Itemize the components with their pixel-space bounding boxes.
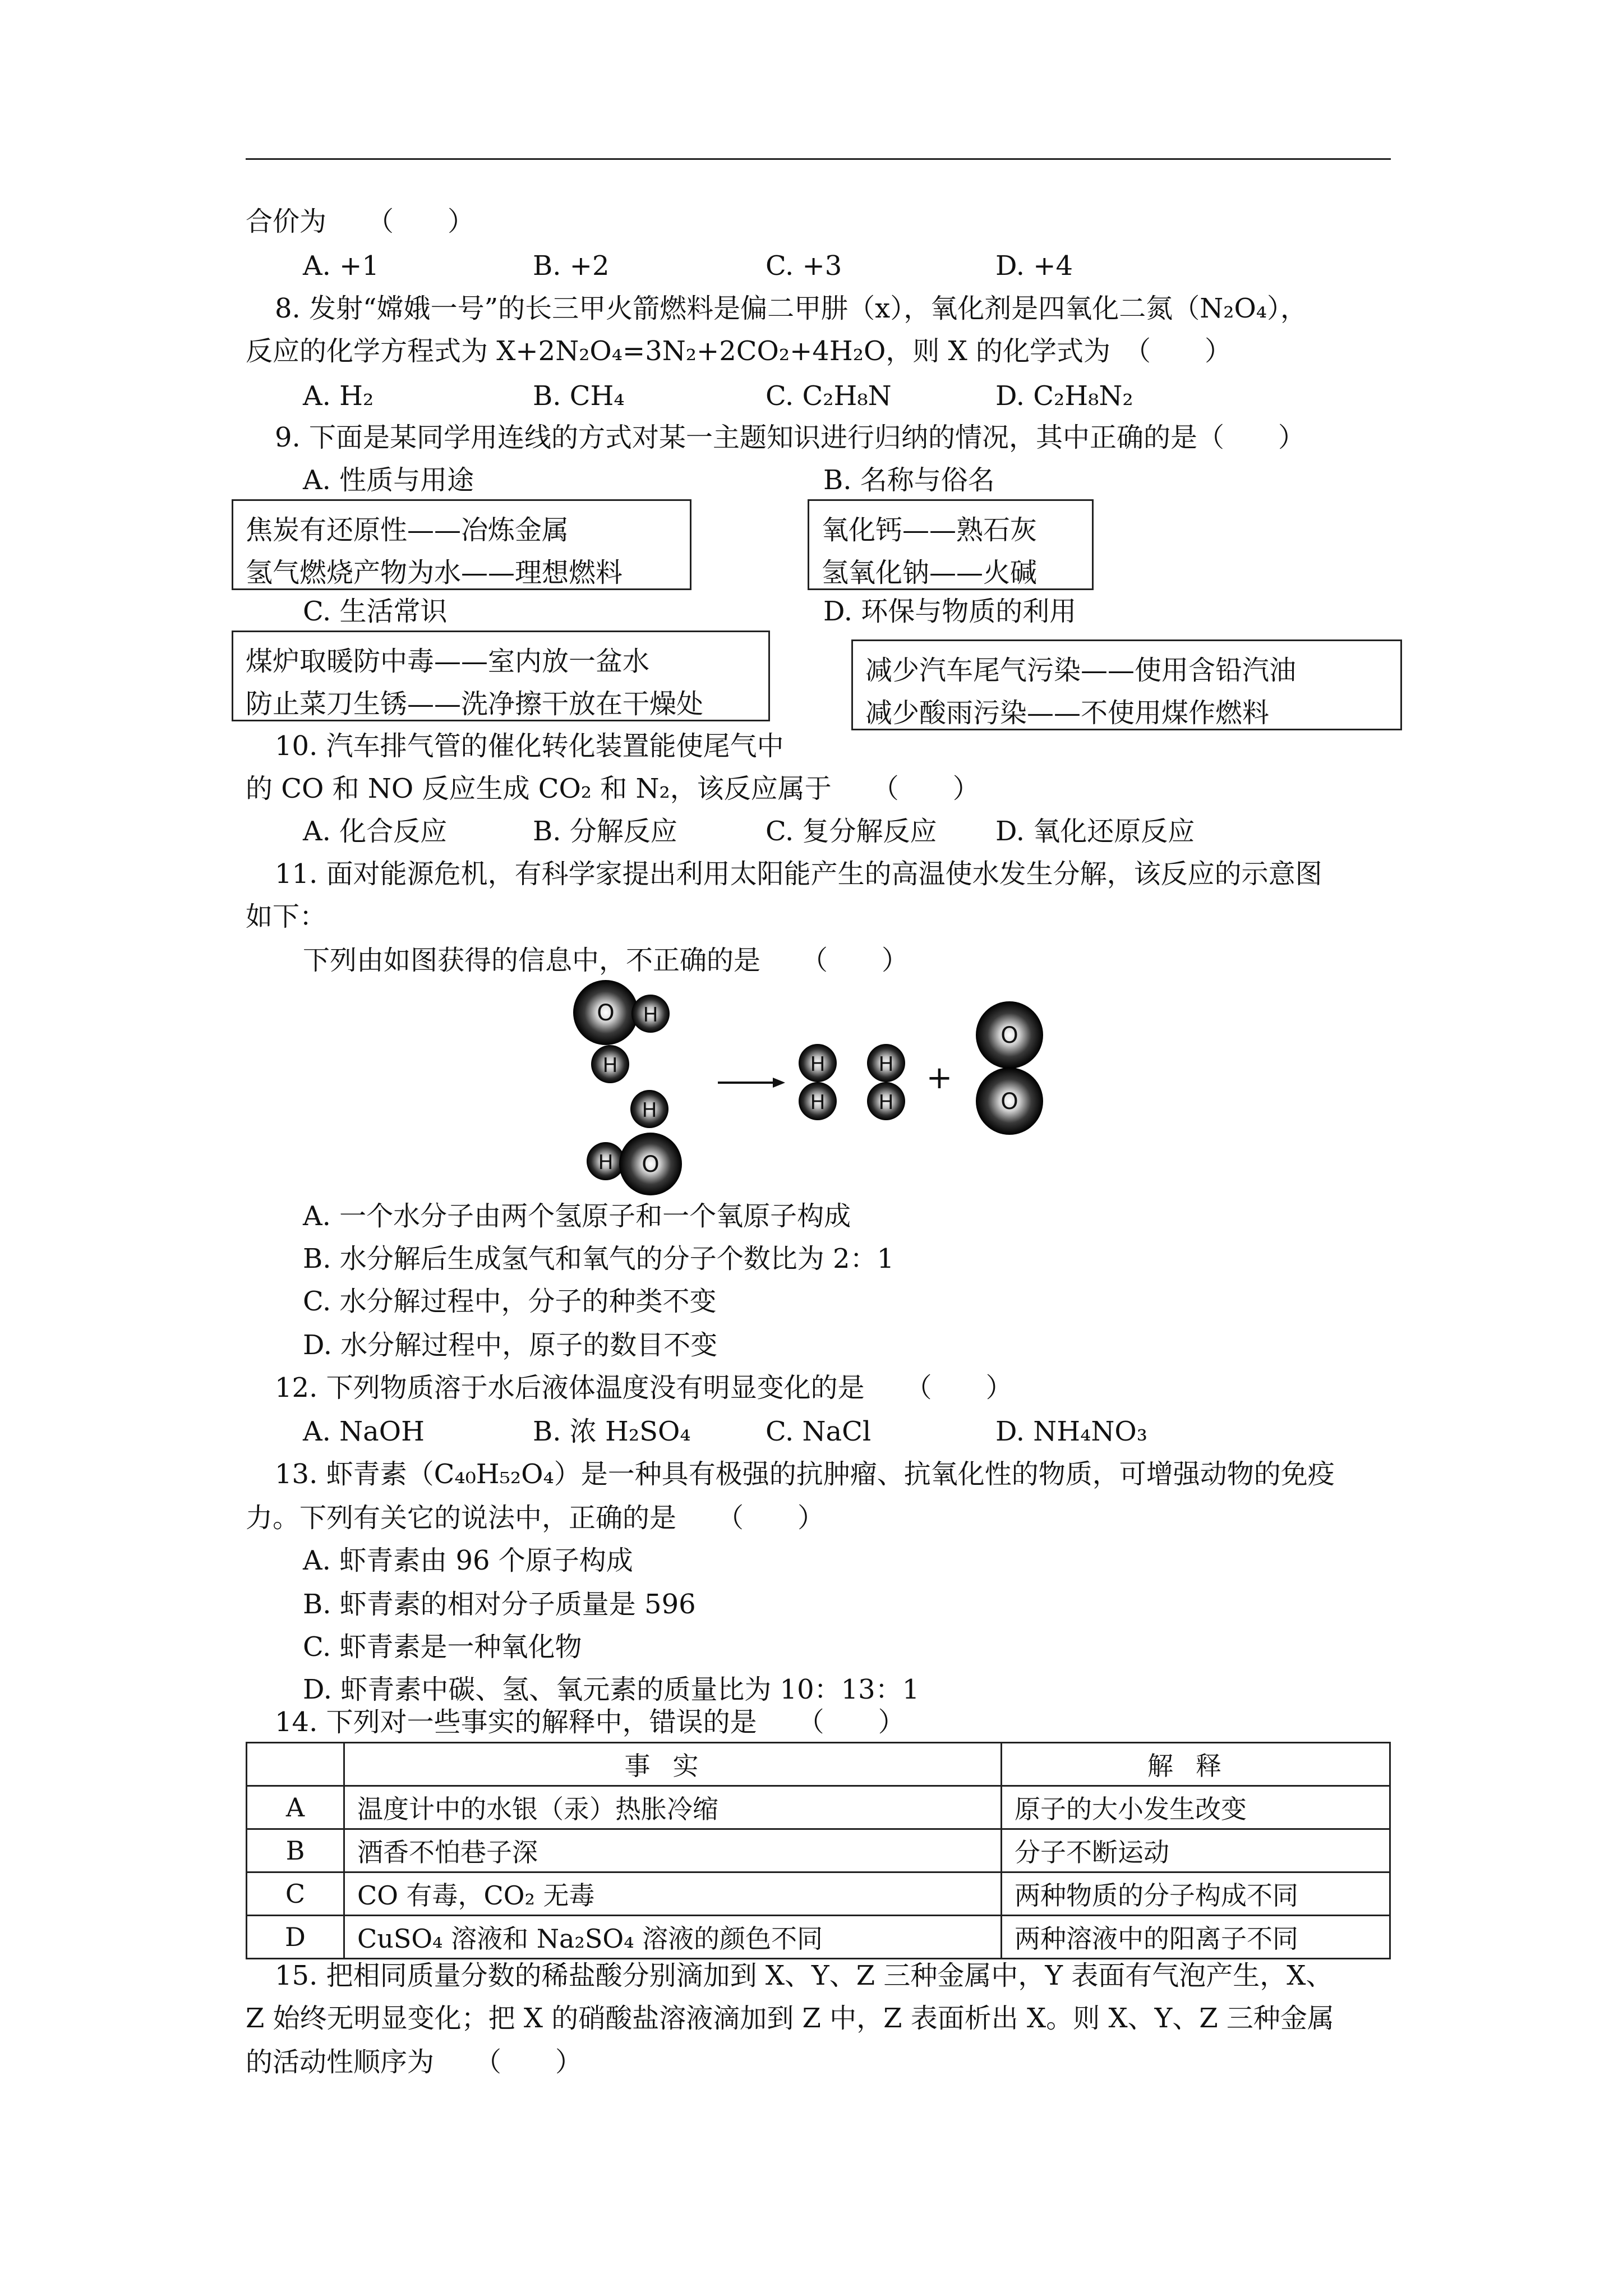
q8-option-b: B. CH₄ xyxy=(533,380,625,412)
hydrogen-molecule-1 xyxy=(799,1044,837,1120)
q11-line2: 如下： xyxy=(246,901,327,932)
q9-d-line2: 减少酸雨污染——不使用煤作燃料 xyxy=(865,697,1270,729)
row-key: C xyxy=(247,1872,344,1916)
q15-line3: 的活动性顺序为 （ ） xyxy=(246,2046,583,2078)
q12-option-d: D. NH₄NO₃ xyxy=(995,1416,1147,1447)
row-fact: 酒香不怕巷子深 xyxy=(344,1829,1002,1872)
row-fact: 温度计中的水银（汞）热胀冷缩 xyxy=(344,1786,1002,1829)
q9-c-line2: 防止菜刀生锈——洗净擦干放在干燥处 xyxy=(246,688,704,720)
water-molecule-2 xyxy=(587,1090,682,1195)
atom-label: O xyxy=(642,1152,660,1177)
q13-line1: 13. 虾青素（C₄₀H₅₂O₄）是一种具有极强的抗肿瘤、抗氧化性的物质，可增强动物的免疫 xyxy=(275,1458,1335,1490)
table-row xyxy=(247,1872,1390,1916)
reaction-arrow-icon xyxy=(718,1078,785,1088)
q9-d-title: D. 环保与物质的利用 xyxy=(823,596,1077,627)
q9-box-d xyxy=(851,639,1402,730)
q9-b-line2: 氢氧化钠——火碱 xyxy=(822,557,1038,588)
q15-line2: Z 始终无明显变化；把 X 的硝酸盐溶液滴加到 Z 中，Z 表面析出 X。则 X、Y、Z 三种金属 xyxy=(246,2003,1334,2034)
atom-label: H xyxy=(810,1091,826,1114)
header-fact: 事实 xyxy=(344,1743,1002,1786)
q10-option-c: C. 复分解反应 xyxy=(766,816,937,847)
q13-option-a: A. 虾青素由 96 个原子构成 xyxy=(303,1545,633,1576)
q10-option-b: B. 分解反应 xyxy=(533,816,677,847)
q9-stem: 9. 下面是某同学用连线的方式对某一主题知识进行归纳的情况，其中正确的是（ ） xyxy=(275,422,1306,453)
q10-line2: 的 CO 和 NO 反应生成 CO₂ 和 N₂，该反应属于 （ ） xyxy=(246,773,980,804)
table-row xyxy=(247,1916,1390,1959)
q13-option-c: C. 虾青素是一种氧化物 xyxy=(303,1631,582,1663)
q12-option-a: A. NaOH xyxy=(303,1416,425,1447)
q13-option-b: B. 虾青素的相对分子质量是 596 xyxy=(303,1589,696,1620)
atom-label: H xyxy=(642,1099,657,1122)
row-key: A xyxy=(247,1786,344,1829)
q12-option-b: B. 浓 H₂SO₄ xyxy=(533,1416,691,1447)
q10-option-d: D. 氧化还原反应 xyxy=(995,816,1195,847)
q12-option-c: C. NaCl xyxy=(766,1416,872,1447)
row-key: D xyxy=(247,1916,344,1959)
table-header-row xyxy=(247,1743,1390,1786)
q7-option-b: B. +2 xyxy=(533,250,610,282)
atom-label: H xyxy=(878,1091,894,1114)
q9-c-title: C. 生活常识 xyxy=(303,596,448,627)
q9-a-line2: 氢气燃烧产物为水——理想燃料 xyxy=(246,557,623,588)
atom-label: O xyxy=(1000,1089,1018,1115)
q9-b-line1: 氧化钙——熟石灰 xyxy=(822,514,1038,546)
atom-label: H xyxy=(643,1004,658,1027)
atom-label: H xyxy=(602,1054,618,1077)
q12-stem: 12. 下列物质溶于水后液体温度没有明显变化的是 （ ） xyxy=(275,1372,1013,1404)
row-explain: 分子不断运动 xyxy=(1002,1829,1390,1872)
q11-option-a: A. 一个水分子由两个氢原子和一个氧原子构成 xyxy=(303,1200,851,1232)
q15-line1: 15. 把相同质量分数的稀盐酸分别滴加到 X、Y、Z 三种金属中，Y 表面有气泡产生，X、 xyxy=(275,1960,1333,1991)
row-explain: 两种物质的分子构成不同 xyxy=(1002,1872,1390,1916)
q8-option-c: C. C₂H₈N xyxy=(766,380,892,412)
q11-line1: 11. 面对能源危机，有科学家提出利用太阳能产生的高温使水发生分解，该反应的示意图 xyxy=(275,858,1322,890)
q14-facts-table xyxy=(246,1742,1391,1959)
plus-sign: + xyxy=(926,1060,953,1096)
atom-label: H xyxy=(878,1053,894,1076)
row-explain: 两种溶液中的阳离子不同 xyxy=(1002,1916,1390,1959)
row-fact: CO 有毒，CO₂ 无毒 xyxy=(344,1872,1002,1916)
q10-option-a: A. 化合反应 xyxy=(303,816,448,847)
q8-option-d: D. C₂H₈N₂ xyxy=(995,380,1133,412)
q9-a-line1: 焦炭有还原性——冶炼金属 xyxy=(246,514,569,546)
q13-option-d: D. 虾青素中碳、氢、氧元素的质量比为 10：13：1 xyxy=(303,1674,920,1705)
hydrogen-molecule-2 xyxy=(867,1044,905,1120)
row-fact: CuSO₄ 溶液和 Na₂SO₄ 溶液的颜色不同 xyxy=(344,1916,1002,1959)
table-row xyxy=(247,1829,1390,1872)
q14-stem: 14. 下列对一些事实的解释中，错误的是 （ ） xyxy=(275,1706,905,1738)
q9-b-title: B. 名称与俗名 xyxy=(823,464,995,496)
atom-label: H xyxy=(810,1053,826,1076)
header-rule xyxy=(246,158,1391,160)
q11-line3: 下列由如图获得的信息中，不正确的是 （ ） xyxy=(303,945,909,976)
row-key: B xyxy=(247,1829,344,1872)
header-explain: 解释 xyxy=(1002,1743,1390,1786)
table-row xyxy=(247,1786,1390,1829)
q7-option-a: A. +1 xyxy=(303,250,379,282)
q9-d-line1: 减少汽车尾气污染——使用含铅汽油 xyxy=(865,655,1297,686)
q11-option-b: B. 水分解后生成氢气和氧气的分子个数比为 2：1 xyxy=(303,1243,895,1274)
q9-box-b xyxy=(808,499,1094,590)
q9-a-title: A. 性质与用途 xyxy=(303,464,474,496)
row-explain: 原子的大小发生改变 xyxy=(1002,1786,1390,1829)
q13-line2: 力。下列有关它的说法中，正确的是 （ ） xyxy=(246,1502,825,1534)
q7-option-d: D. +4 xyxy=(995,250,1073,282)
oxygen-molecule xyxy=(976,1001,1043,1135)
q9-box-a xyxy=(232,499,691,590)
q8-line1: 8. 发射“嫦娥一号”的长三甲火箭燃料是偏二甲肼（x），氧化剂是四氧化二氮（N₂O₄）， xyxy=(275,293,1308,324)
atom-label: H xyxy=(598,1151,614,1174)
q11-option-c: C. 水分解过程中，分子的种类不变 xyxy=(303,1286,717,1317)
q10-line1: 10. 汽车排气管的催化转化装置能使尾气中 xyxy=(275,730,784,762)
header-blank xyxy=(247,1743,344,1786)
q8-option-a: A. H₂ xyxy=(303,380,374,412)
q7-option-c: C. +3 xyxy=(766,250,842,282)
atom-label: O xyxy=(1000,1023,1018,1048)
water-molecule-1 xyxy=(573,980,670,1083)
q9-c-line1: 煤炉取暖防中毒——室内放一盆水 xyxy=(246,646,650,677)
atom-label: O xyxy=(597,1000,615,1026)
q8-line2: 反应的化学方程式为 X+2N₂O₄=3N₂+2CO₂+4H₂O，则 X 的化学式为 （ ） xyxy=(246,335,1232,367)
q11-option-d: D. 水分解过程中，原子的数目不变 xyxy=(303,1329,718,1361)
q7-tail: 合价为 （ ） xyxy=(246,206,475,237)
q9-box-c xyxy=(232,631,770,721)
water-decomposition-diagram xyxy=(566,973,1071,1237)
